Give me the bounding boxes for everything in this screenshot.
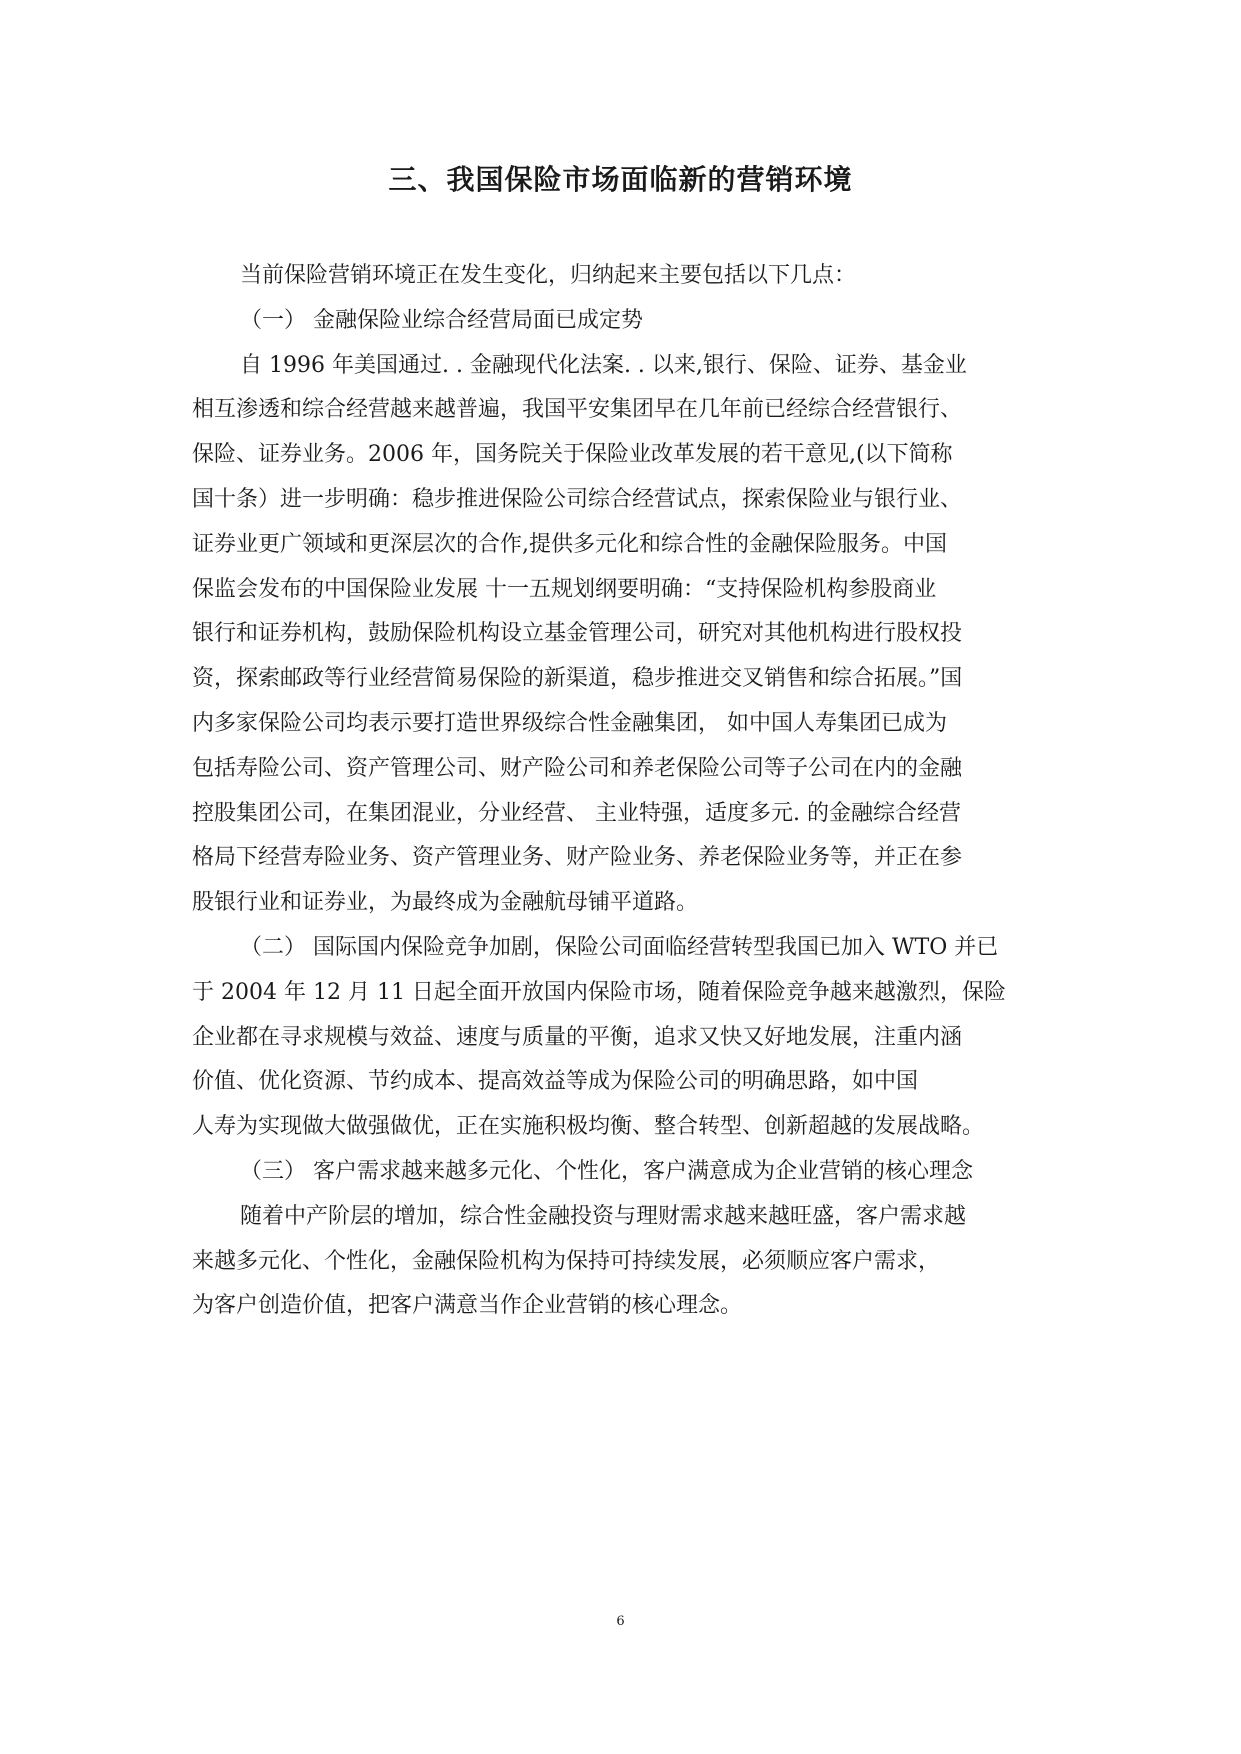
paragraph-line: 保险、证券业务。2006 年，国务院关于保险业改革发展的若干意见,(以下简称: [192, 442, 953, 468]
section-heading-2: （二） 国际国内保险竞争加剧，保险公司面临经营转型我国已加入 WTO 并已: [240, 934, 999, 960]
paragraph-line: 内多家保险公司均表示要打造世界级综合性金融集团， 如中国人寿集团已成为: [192, 710, 947, 736]
paragraph-line: 企业都在寻求规模与效益、速度与质量的平衡，追求又快又好地发展，注重内涵: [192, 1024, 963, 1050]
paragraph-line: 资，探索邮政等行业经营简易保险的新渠道，稳步推进交叉销售和综合拓展。”国: [192, 666, 963, 692]
paragraph-line: 相互渗透和综合经营越来越普遍，我国平安集团早在几年前已经综合经营银行、: [192, 397, 963, 423]
paragraph-line: 包括寿险公司、资产管理公司、财产险公司和养老保险公司等子公司在内的金融: [192, 755, 963, 781]
page-number: 6: [616, 1614, 625, 1629]
paragraph-line: 为客户创造价值，把客户满意当作企业营销的核心理念。: [192, 1293, 743, 1319]
section-heading-3: （三） 客户需求越来越多元化、个性化，客户满意成为企业营销的核心理念: [240, 1158, 973, 1184]
paragraph-line: 人寿为实现做大做强做优，正在实施积极均衡、整合转型、创新超越的发展战略。: [192, 1114, 985, 1140]
paragraph-line: 价值、优化资源、节约成本、提高效益等成为保险公司的明确思路，如中国: [192, 1069, 919, 1095]
paragraph-line: 控股集团公司，在集团混业，分业经营、 主业特强，适度多元. 的金融综合经营: [192, 800, 961, 826]
section-heading-1: （一） 金融保险业综合经营局面已成定势: [240, 307, 643, 333]
paragraph-line: 股银行业和证券业，为最终成为金融航母铺平道路。: [192, 890, 699, 916]
paragraph-line: 来越多元化、个性化，金融保险机构为保持可持续发展，必须顺应客户需求，: [192, 1248, 941, 1274]
paragraph-line: 银行和证券机构，鼓励保险机构设立基金管理公司，研究对其他机构进行股权投: [192, 621, 963, 647]
paragraph-line: 于 2004 年 12 月 11 日起全面开放国内保险市场，随着保险竞争越来越激烈，保险: [192, 979, 1006, 1005]
paragraph-line: 保监会发布的中国保险业发展 十一五规划纲要明确：“支持保险机构参股商业: [192, 576, 937, 602]
paragraph-line: 当前保险营销环境正在发生变化，归纳起来主要包括以下几点：: [240, 263, 857, 288]
paragraph-line: 格局下经营寿险业务、资产管理业务、财产险业务、养老保险业务等，并正在参: [192, 845, 963, 871]
page-title: 三、我国保险市场面临新的营销环境: [388, 163, 853, 196]
paragraph-line: 随着中产阶层的增加，综合性金融投资与理财需求越来越旺盛，客户需求越: [240, 1203, 967, 1229]
paragraph-line: 证券业更广领域和更深层次的合作,提供多元化和综合性的金融保险服务。中国: [192, 531, 947, 557]
paragraph-line: 自 1996 年美国通过. . 金融现代化法案. . 以来,银行、保险、证券、基金业: [240, 352, 967, 378]
body-text: [192, 254, 1057, 1329]
paragraph-line: 国十条）进一步明确：稳步推进保险公司综合经营试点，探索保险业与银行业、: [192, 486, 963, 512]
